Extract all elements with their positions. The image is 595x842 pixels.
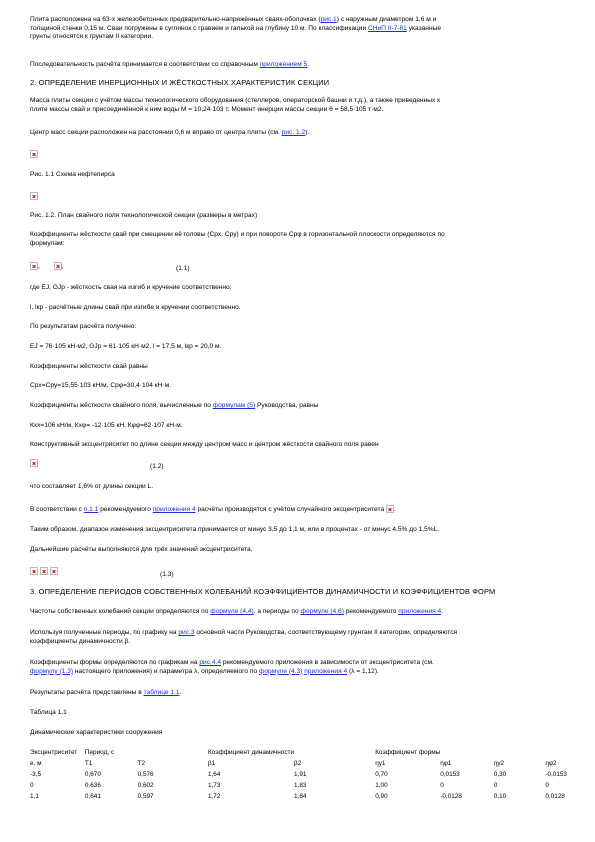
broken-image-icon <box>386 505 394 513</box>
paragraph-sequence: Последовательность расчёта принимается в соответствии со справочным приложением 5. <box>30 61 310 68</box>
table-cell: 0 <box>545 782 549 789</box>
broken-image-icon <box>54 262 62 270</box>
broken-image-icon <box>30 192 38 200</box>
equation-1-3-label: (1.3) <box>160 571 174 578</box>
equation-1-1: , , <box>30 262 566 272</box>
paragraph-results: По результатам расчёта получено: <box>30 323 137 330</box>
table-cell: 0,576 <box>137 771 154 778</box>
link-fig1[interactable]: рис.1 <box>320 16 337 23</box>
table-cell: 0,70 <box>375 771 388 778</box>
broken-image-icon <box>30 567 38 575</box>
table-header-cell <box>494 749 546 760</box>
table-cell: 1,64 <box>207 771 221 778</box>
paragraph-ej-values: EJ = 76·105 кН·м2, GJp = 61·105 кН·м2, l = 17,5 м, lкр = 20,0 м. <box>30 343 222 350</box>
table-cell: 0,30 <box>493 771 507 778</box>
table-cell: 1,83 <box>294 782 307 789</box>
link-appendix4[interactable]: приложения 4 <box>398 608 442 615</box>
paragraph-three-values: Дальнейшие расчёты выполняются для трёх значений эксцентриситета. <box>30 546 253 553</box>
table-header-cell: T2 <box>137 760 146 767</box>
table-cell: 0 <box>493 782 498 789</box>
table-subheader-row <box>30 760 595 771</box>
link-appendix5[interactable]: приложением 5 <box>259 61 308 68</box>
section-heading-2: 2. ОПРЕДЕЛЕНИЕ ИНЕРЦИОННЫХ И ЖЁСТКОСТНЫХ ХАРАКТЕРИСТИК СЕКЦИИ <box>30 78 330 87</box>
table-caption: Динамические характеристики сооружения <box>30 729 163 736</box>
table-header-cell: Период, с <box>84 749 115 756</box>
table-cell: 0,597 <box>137 793 154 800</box>
paragraph-field-stiffness: Коэффициенты жёсткости свайного поля, вычисленные по формулам (5) Руководства, равны <box>30 402 319 409</box>
table-cell: -3,5 <box>30 771 42 778</box>
table-header-cell: Эксцентриситет <box>30 749 78 756</box>
table-header-cell: T1 <box>84 760 93 767</box>
paragraph-k-values: Кхх=106 кН/м, Кхφ= -12·105 кН, Кφφ=62·107 кН·м. <box>30 422 183 429</box>
table-header-cell <box>545 749 595 760</box>
equation-1-2-label: (1.2) <box>150 463 164 470</box>
table-header-cell: ηy2 <box>493 760 505 767</box>
table-cell: 0,641 <box>84 793 101 800</box>
link-fig1-2[interactable]: рис. 1.2 <box>281 129 306 136</box>
table-header-cell <box>440 749 494 760</box>
table-cell: 0,636 <box>84 782 101 789</box>
table-row <box>30 771 595 782</box>
table-header-cell: ηy1 <box>375 760 386 767</box>
paragraph-form-coeff: Коэффициенты формы определяются по графикам на рис.4.4 рекомендуемого приложения в зависимости от эксцентриситета (см. формулу (1.3) настоящего приложения) и параметра λ, определяемого по формуле (4.3) приложения 4 (λ = 1,12). <box>30 659 434 675</box>
table-header-cell: ηφ1 <box>440 760 452 767</box>
equation-1-2 <box>30 459 566 469</box>
broken-image-icon <box>30 150 38 158</box>
paragraph-range: Таким образом, диапазон изменения эксцентриситета принимается от минус 3,5 до 1,1 м, или в процентах - от минус 4,5% до 1,5%L. <box>30 526 440 533</box>
link-fig4-4[interactable]: рис.4.4 <box>199 659 221 666</box>
table-cell: 1,84 <box>294 793 307 800</box>
broken-image-icon <box>40 567 48 575</box>
paragraph-percent-length: что составляет 1,6% от длины секции L. <box>30 483 154 490</box>
table-header-cell: Коэффициент динамичности <box>207 749 295 756</box>
broken-image-icon <box>30 459 38 467</box>
paragraph-random-eccentricity: В соответствии с п.1.1 рекомендуемого приложения 4 расчёты производятся с учётом случайного эксцентриситета . <box>30 506 396 513</box>
table-cell: -0,0128 <box>440 793 462 800</box>
table-cell: 0,0153 <box>440 771 460 778</box>
section-heading-3: 3. ОПРЕДЕЛЕНИЕ ПЕРИОДОВ СОБСТВЕННЫХ КОЛЕБАНИЙ КОЭФФИЦИЕНТОВ ДИНАМИЧНОСТИ И КОЭФФИЦИЕНТОВ ФОРМ <box>30 587 496 596</box>
paragraph-pile-stiffness: Коэффициенты жёсткости свай равны <box>30 363 148 370</box>
link-table-1-1[interactable]: таблице 1.1 <box>143 689 180 696</box>
table-header-cell: β2 <box>294 760 302 767</box>
link-snip[interactable]: СНиП II-7-81 <box>368 24 407 32</box>
table-cell: 1,73 <box>207 782 221 789</box>
link-formula-4-3[interactable]: формуле (4.3) <box>258 667 303 675</box>
paragraph-dynamic-coeff: Используя полученные периоды, по графику на рис.3 основной части Руководства, соответствующему грунтам II категории, определяются коэффициенты динамичности β. <box>30 629 458 645</box>
table-cell: 1,91 <box>294 771 307 778</box>
table-cell: 0,602 <box>137 782 154 789</box>
link-formula-1-3[interactable]: формулу (1.3) <box>30 667 74 675</box>
paragraph-results-table: Результаты расчёта представлены в таблице 1.1. <box>30 689 182 696</box>
table-row <box>30 782 595 793</box>
figure-1-image <box>30 150 566 160</box>
table-header-cell <box>138 749 208 760</box>
link-formulas-5[interactable]: формулам (5) <box>212 402 256 409</box>
link-fig3[interactable]: рис.3 <box>178 629 195 636</box>
table-cell: 0,670 <box>84 771 101 778</box>
table-cell: 0 <box>30 782 34 789</box>
paragraph-center-mass: Центр масс секции расположен на расстоянии 0,6 м вправо от центра плиты (см. рис. 1.2). <box>30 129 310 136</box>
link-p1-1[interactable]: п.1.1 <box>83 506 99 513</box>
paragraph-lengths: l, lкр - расчётные длины свай при изгибе и кручении соответственно. <box>30 304 241 311</box>
paragraph-where-ej: где EJ, GJp - жёсткость свая на изгиб и кручение соответственно; <box>30 284 232 291</box>
broken-image-icon <box>50 567 58 575</box>
paragraph-frequencies: Частоты собственных колебаний секции определяются по формуле (4.4), а периоды по формуле (4.6) рекомендуемого приложения 4. <box>30 608 444 615</box>
paragraph-mass: Масса плиты секции с учётом массы технологического оборудования (стеллеров, операторской башни и т.д.), а также приведенных к плите массы свай и присоединённой к ним воды M = 10,24·103 т. Момент инерции массы секции θ = 58,5·105 т·м2. <box>30 97 441 113</box>
table-header-cell: e, м <box>30 760 42 767</box>
table-cell: 0,0128 <box>545 793 565 800</box>
dynamic-characteristics-table <box>30 749 595 804</box>
paragraph-stiffness: Коэффициенты жёсткости свай при смещении её головы (Сpx, Сpy) и при повороте Сpφ в горизонтальной плоскости определяются по формулам: <box>30 231 445 247</box>
table-header-row <box>30 749 595 760</box>
link-appendix4[interactable]: приложения 4 <box>304 667 348 675</box>
figure-2-image <box>30 192 566 202</box>
table-cell: 1,00 <box>375 782 388 789</box>
table-title: Таблица 1.1 <box>30 709 67 716</box>
figure-1-caption: Рис. 1.1 Схема нефтепирса <box>30 171 115 178</box>
table-header-cell <box>294 749 375 760</box>
paragraph-piles: Плита расположена на 63-х железобетонных предварительно-напряжённых сваях-оболочках (рис.1) с наружным диаметром 1,6 м и толщиной стенки 0,15 м. Сваи погружены в суглинок с гравием и галькой на глубину 10 м. По классификации СНиП II-7-81 указанные грунты относятся к грунтам II категории. <box>30 16 441 41</box>
table-cell: -0,0153 <box>545 771 567 778</box>
table-row <box>30 793 595 804</box>
table-header-cell: β1 <box>207 760 216 767</box>
link-formula-4-4[interactable]: формуле (4.4) <box>210 608 254 615</box>
equation-1-3 <box>30 567 566 577</box>
paragraph-cp-values: Сpx=Сpy=15,55·103 кН/м, Сpφ=30,4·104 кН·м. <box>30 382 171 389</box>
table-cell: 1,1 <box>30 793 39 800</box>
paragraph-eccentricity: Конструктивный эксцентриситет по длине секции между центром масс и центром жёсткости свайного поля равен <box>30 441 379 448</box>
figure-2-caption: Рис. 1.2. План свайного поля технологической секции (размеры в метрах) <box>30 212 258 219</box>
table-cell: 0,90 <box>375 793 388 800</box>
equation-1-1-label: (1.1) <box>176 265 190 272</box>
table-header-cell: ηφ2 <box>545 760 557 767</box>
table-cell: 0 <box>440 782 444 789</box>
link-appendix4[interactable]: приложения 4 <box>152 506 196 513</box>
table-header-cell: Коэффициент формы <box>375 749 441 756</box>
table-cell: 1,72 <box>207 793 221 800</box>
table-cell: 0,10 <box>493 793 507 800</box>
broken-image-icon <box>30 262 38 270</box>
link-formula-4-6[interactable]: формуле (4.6) <box>300 608 344 615</box>
